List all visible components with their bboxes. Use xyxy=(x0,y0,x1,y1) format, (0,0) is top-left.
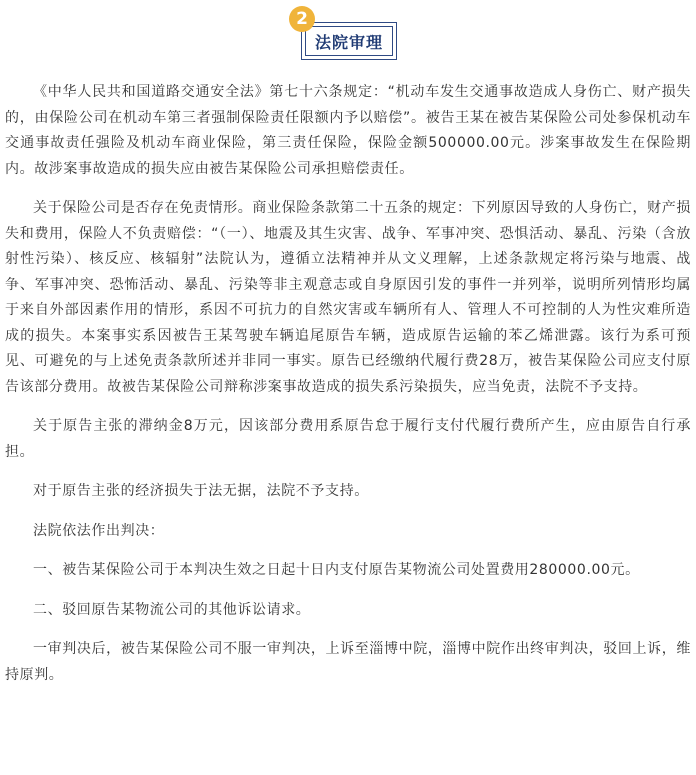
paragraph-appeal-result: 一审判决后，被告某保险公司不服一审判决，上诉至淄博中院，淄博中院作出终审判决，驳回上诉，维持原判。 xyxy=(5,641,691,683)
section-header xyxy=(0,0,696,70)
section-title: 法院审理 xyxy=(305,26,393,56)
section-title-frame xyxy=(301,22,397,60)
paragraph-judgment-intro: 法院依法作出判决： xyxy=(33,522,165,539)
article-body xyxy=(5,80,691,697)
paragraph-late-fee: 关于原告主张的滞纳金8万元，因该部分费用系原告怠于履行支付代履行费所产生，应由原告自行承担。 xyxy=(5,418,691,460)
section-number-badge: 2 xyxy=(289,6,315,32)
paragraph-judgment-item-1: 一、被告某保险公司于本判决生效之日起十日内支付原告某物流公司处置费用280000.00元。 xyxy=(33,562,640,578)
paragraph-judgment-item-2: 二、驳回原告某物流公司的其他诉讼请求。 xyxy=(33,601,311,618)
paragraph-economic-loss: 对于原告主张的经济损失于法无据，法院不予支持。 xyxy=(33,483,369,499)
paragraph-exemption-analysis: 关于保险公司是否存在免责情形。商业保险条款第二十五条的规定：下列原因导致的人身伤亡，财产损失和费用，保险人不负责赔偿：“（一）、地震及其生灾害、战争、军事冲突、恐惧活动、暴乱、污染（含放射性污染）、核反应、核辐射”法院认为，遵循立法精神并从文义理解，上述条款规定将污染与地震、战争、军事冲突、恐怖活动、暴乱、污染等非主观意志或自身原因引发的事件一并列举，说明所列情形均属于来自外部因素作用的情形，系因不可抗力的自然灾害或车辆所有人、管理人不可控制的人为性灾难所造成的损失。本案事实系因被告王某驾驶车辆追尾原告车辆，造成原告运输的苯乙烯泄露。该行为系可预见、可避免的与上述免责条款所述并非同一事实。原告已经缴纳代履行费28万，被告某保险公司应支付原告该部分费用。故被告某保险公司辩称涉案事故造成的损失系污染损失，应当免责，法院不予支持。 xyxy=(5,200,691,395)
paragraph-law-citation: 《中华人民共和国道路交通安全法》第七十六条规定：“机动车发生交通事故造成人身伤亡、财产损失的，由保险公司在机动车第三者强制保险责任限额内予以赔偿”。被告王某在被告某保险公司处参保机动车交通事故责任强险及机动车商业保险，第三责任保险，保险金额500000.00元。涉案事故发生在保险期内。故涉案事故造成的损失应由被告某保险公司承担赔偿责任。 xyxy=(5,84,691,177)
